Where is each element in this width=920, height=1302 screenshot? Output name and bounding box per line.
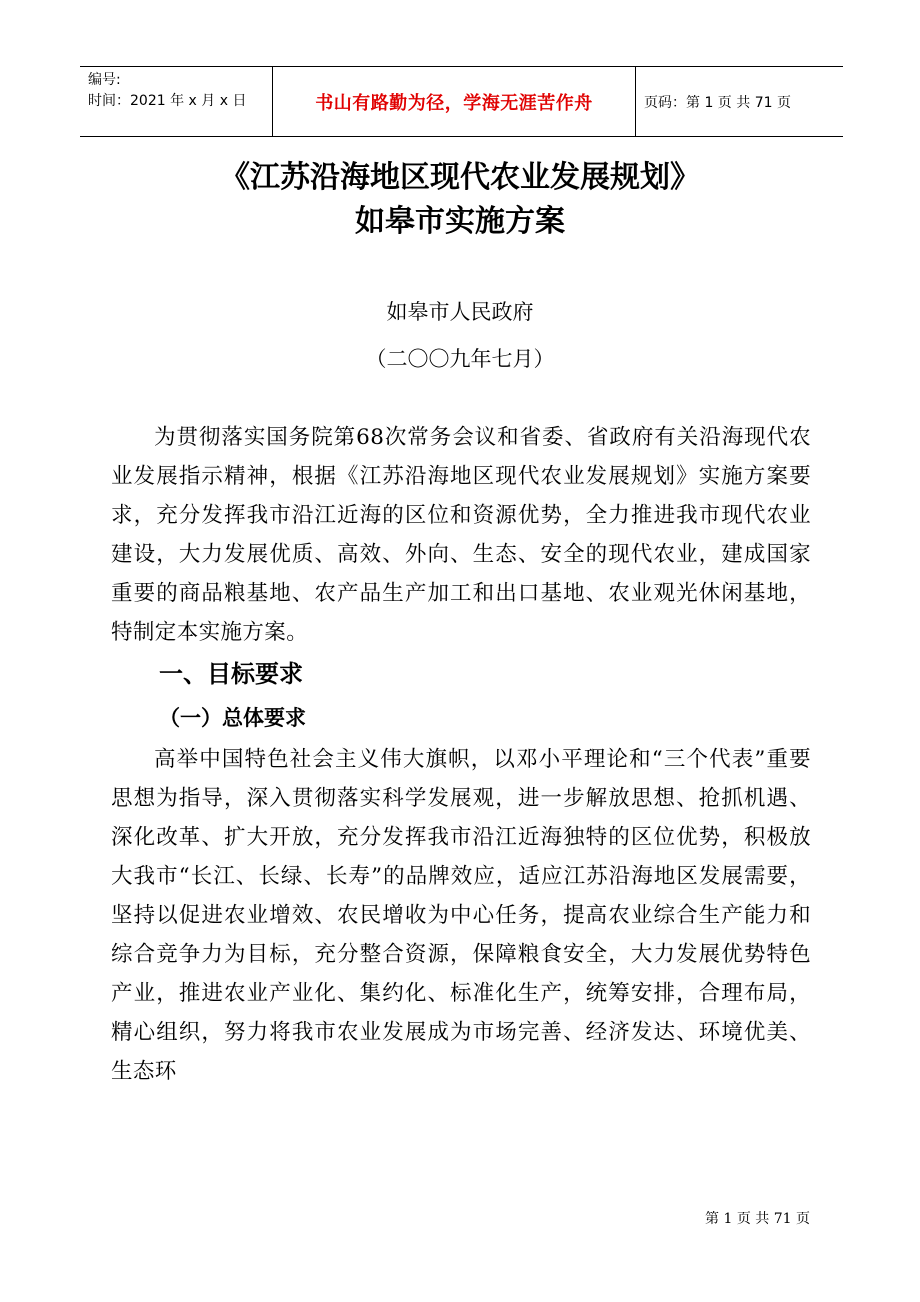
header-page-cell bbox=[636, 67, 851, 136]
document-title-line1: 《江苏沿海地区现代农业发展规划》 bbox=[220, 160, 700, 195]
header-motto-cell bbox=[272, 67, 636, 136]
document-title-line2: 如皋市实施方案 bbox=[355, 204, 565, 239]
header-page-label: 页码：第 1 页 共 71 页 bbox=[644, 94, 791, 111]
page-footer: 第 1 页 共 71 页 bbox=[705, 1211, 810, 1227]
section-heading: 一、目标要求 bbox=[159, 660, 303, 688]
body-paragraph: 高举中国特色社会主义伟大旗帜，以邓小平理论和“三个代表”重要思想为指导，深入贯彻落实科学发展观，进一步解放思想、抢抓机遇、深化改革、扩大开放，充分发挥我市沿江近海独特的区位优势，积极放大我市“长江、长绿、长寿”的品牌效应，适应江苏沿海地区发展需要，坚持以促进农业增效、农民增收为中心任务，提高农业综合生产能力和综合竞争力为目标，充分整合资源，保障粮食安全，大力发展优势特色产业，推进农业产业化、集约化、标准化生产，统筹安排，合理布局，精心组织，努力将我市农业发展成为市场完善、经济发达、环境优美、生态环 bbox=[111, 747, 811, 1084]
issuer: 如皋市人民政府 bbox=[386, 300, 534, 324]
intro-paragraph: 为贯彻落实国务院第68次常务会议和省委、省政府有关沿海现代农业发展指示精神，根据《江苏沿海地区现代农业发展规划》实施方案要求，充分发挥我市沿江近海的区位和资源优势，全力推进我市现代农业建设，大力发展优质、高效、外向、生态、安全的现代农业，建成国家重要的商品粮基地、农产品生产加工和出口基地、农业观光休闲基地，特制定本实施方案。 bbox=[111, 425, 811, 645]
header-motto: 书山有路勤为径，学海无涯苦作舟 bbox=[315, 92, 593, 114]
document-header bbox=[80, 66, 843, 137]
issue-date: （二〇〇九年七月） bbox=[365, 347, 555, 371]
document-date-label: 时间：2021 年 x 月 x 日 bbox=[88, 93, 247, 109]
document-number-label: 编号: bbox=[88, 72, 121, 88]
header-meta-cell bbox=[80, 67, 272, 136]
subsection-heading: （一）总体要求 bbox=[159, 705, 306, 730]
document-body bbox=[111, 418, 811, 1091]
